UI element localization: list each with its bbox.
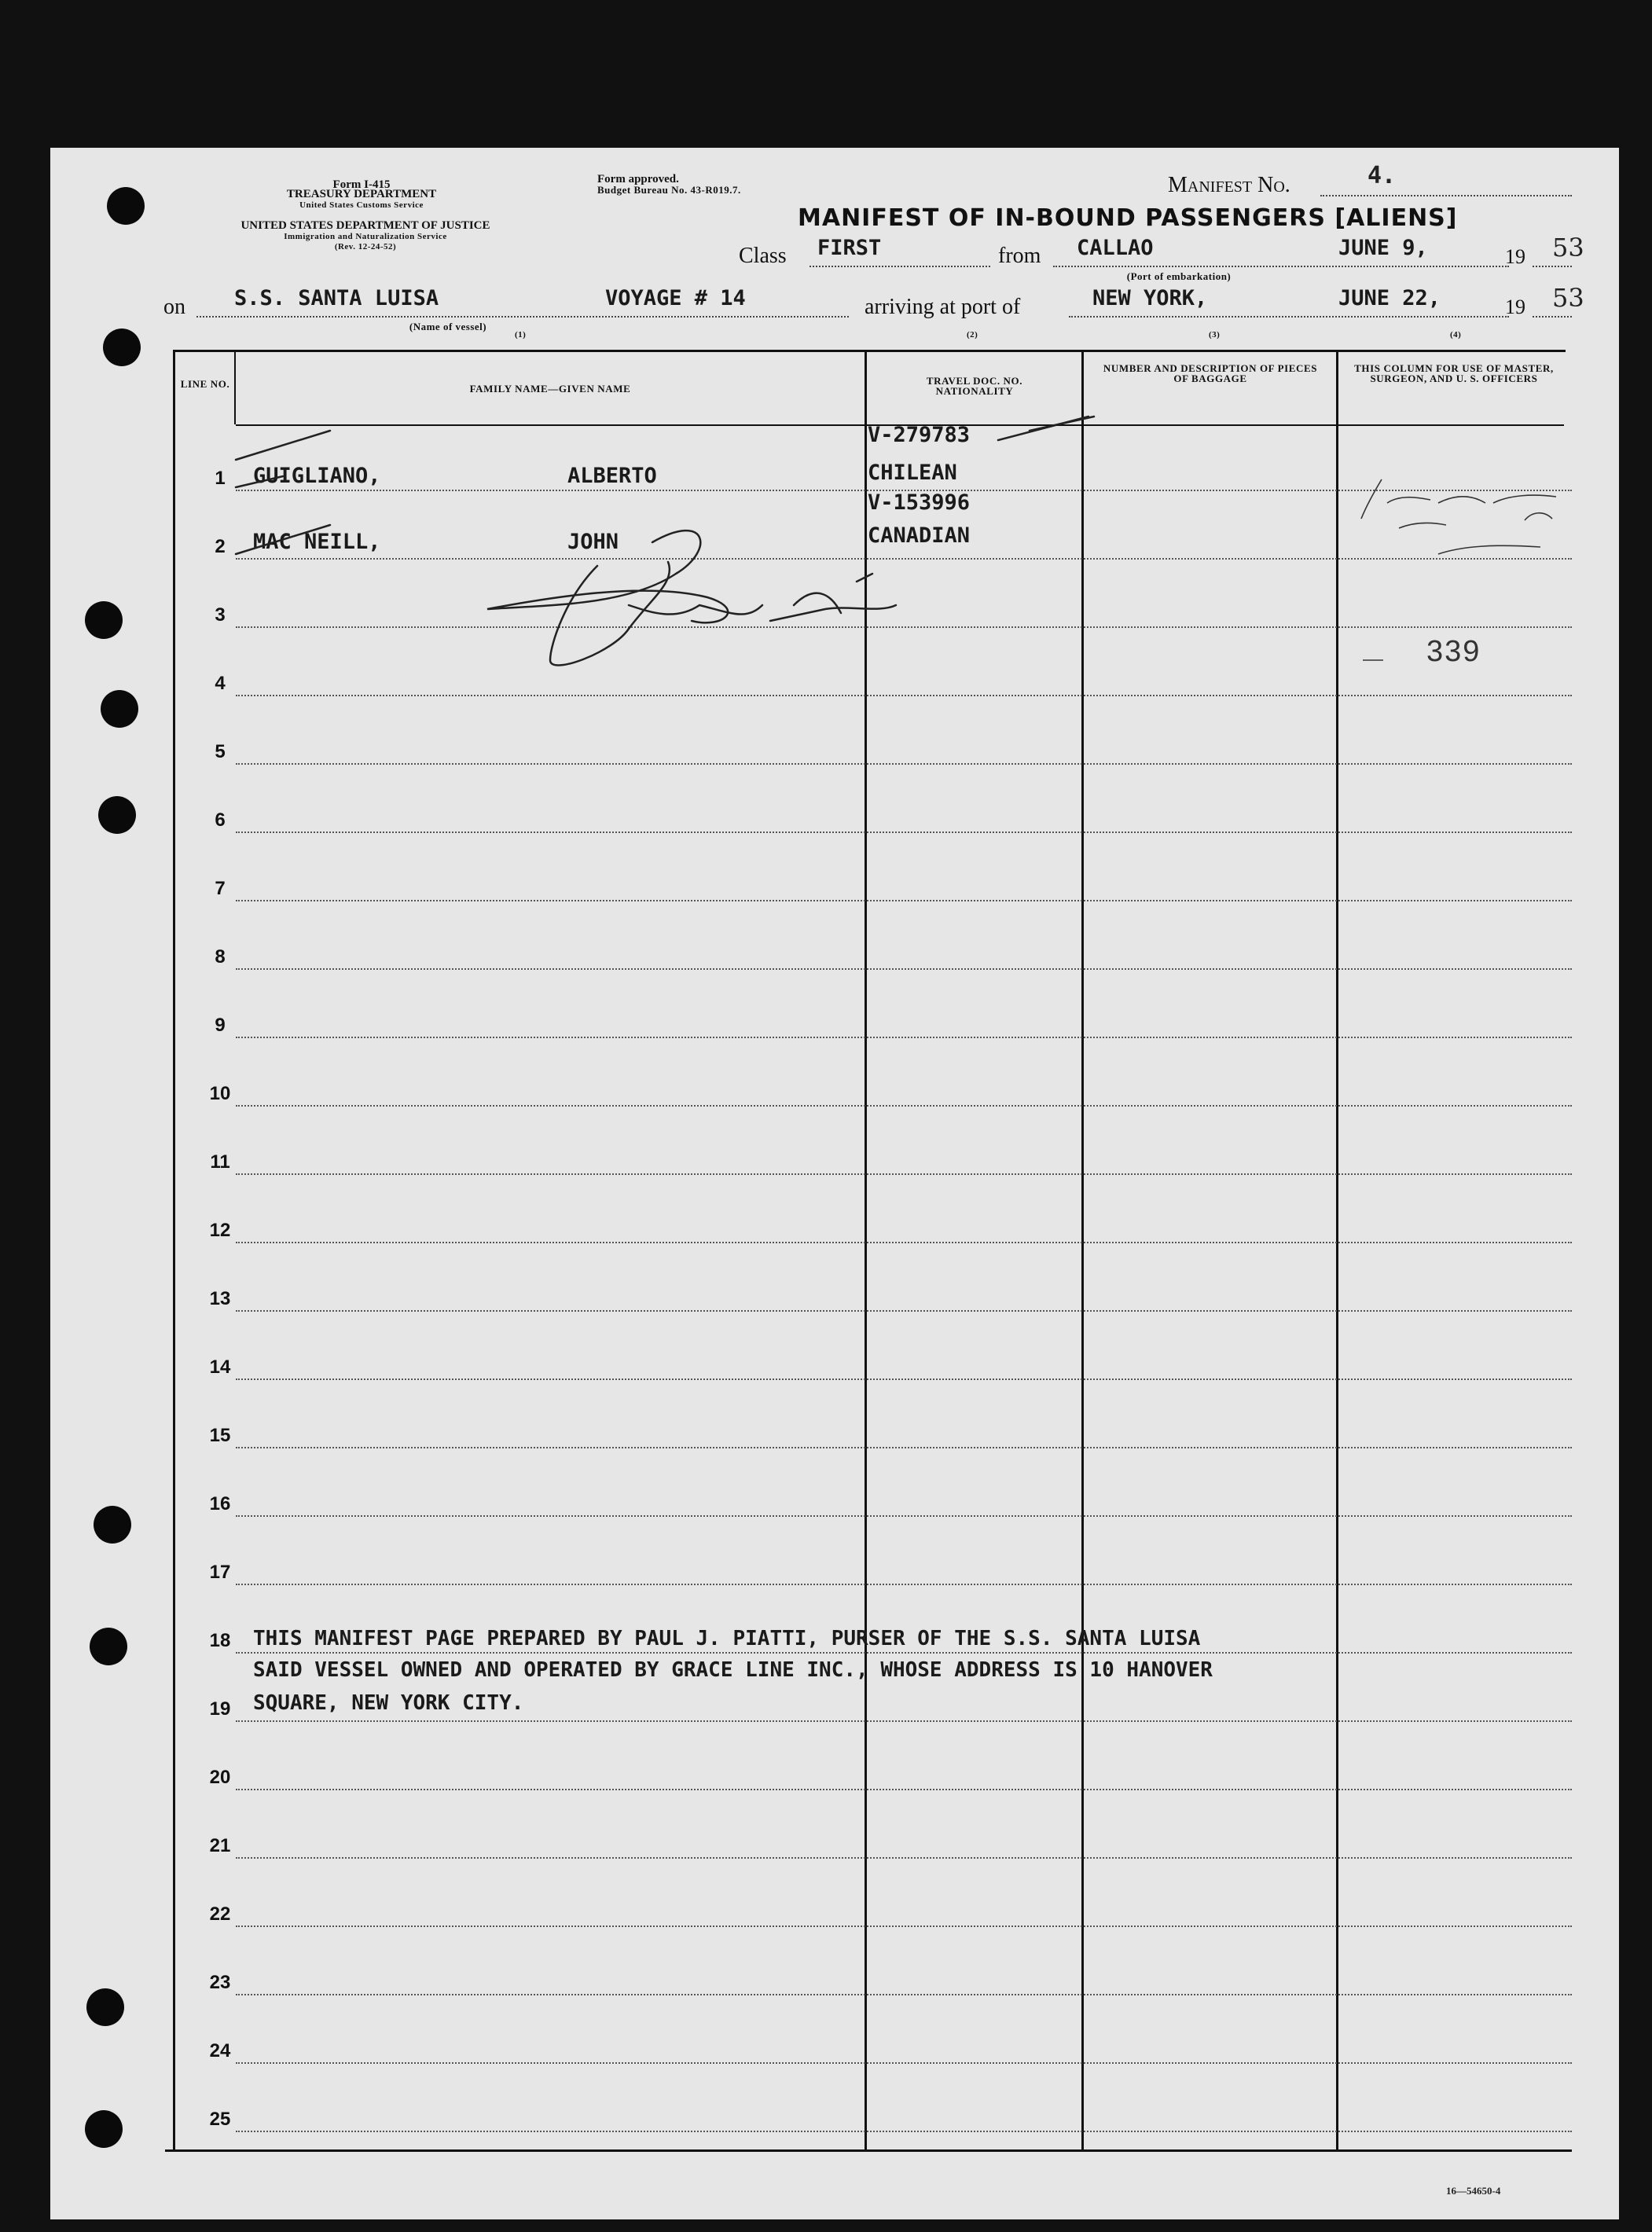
budget-bureau: Budget Bureau No. 43-R019.7. <box>597 184 741 196</box>
revision-date: (Rev. 12-24-52) <box>334 242 397 251</box>
line-number: 6 <box>215 809 226 831</box>
document-title: MANIFEST OF IN-BOUND PASSENGERS [ALIENS] <box>798 204 1458 232</box>
line-number: 12 <box>209 1220 231 1241</box>
col-marker-1: (1) <box>515 330 527 340</box>
line-number: 1 <box>215 468 226 489</box>
name-of-vessel-note: (Name of vessel) <box>409 321 487 332</box>
from-label: from <box>998 244 1041 268</box>
line-number: 10 <box>209 1083 231 1104</box>
justice-department: UNITED STATES DEPARTMENT OF JUSTICE <box>240 219 490 232</box>
on-label: on <box>163 295 185 319</box>
line-number: 9 <box>215 1015 226 1036</box>
line-number: 8 <box>215 946 226 967</box>
manifest-no-label: Manifest No. <box>1168 173 1290 197</box>
officer-note-number: 339 <box>1426 635 1481 668</box>
arrival-port: NEW YORK, <box>1092 286 1208 310</box>
passenger-2-given: JOHN <box>567 530 619 554</box>
depart-year: 53 <box>1552 233 1584 262</box>
treasury-department: TREASURY DEPARTMENT <box>286 188 437 200</box>
header-line-no: LINE NO. <box>180 378 230 390</box>
line-number: 7 <box>215 878 226 899</box>
vessel-name: S.S. SANTA LUISA <box>234 286 439 310</box>
passenger-2-doc: V-153996 <box>868 490 971 515</box>
depart-date: JUNE 9, <box>1338 236 1428 260</box>
line-number: 22 <box>209 1903 231 1925</box>
line-number: 4 <box>215 673 226 694</box>
class-label: Class <box>739 244 787 268</box>
col-marker-2: (2) <box>967 330 978 340</box>
line-number: 21 <box>209 1835 231 1856</box>
form-approved: Form approved. <box>597 173 679 185</box>
header-travel-doc: TRAVEL DOC. NO. NATIONALITY <box>926 375 1023 397</box>
header-baggage: NUMBER AND DESCRIPTION OF PIECES OF BAGGAGE <box>1103 362 1318 384</box>
from-value: CALLAO <box>1077 236 1154 260</box>
line-number: 19 <box>209 1698 231 1720</box>
line-number: 5 <box>215 741 226 762</box>
passenger-1-nationality: CHILEAN <box>868 461 957 485</box>
arrival-year-prefix: 19 <box>1505 296 1525 318</box>
ins-service: Immigration and Naturalization Service <box>284 232 447 241</box>
depart-year-prefix: 19 <box>1505 245 1525 268</box>
passenger-2-nationality: CANADIAN <box>868 523 971 548</box>
arrival-date: JUNE 22, <box>1338 286 1441 310</box>
line-number: 13 <box>209 1288 231 1309</box>
customs-service: United States Customs Service <box>299 200 424 210</box>
line-number: 24 <box>209 2040 231 2061</box>
statement-line-1: THIS MANIFEST PAGE PREPARED BY PAUL J. PIATTI, PURSER OF THE S.S. SANTA LUISA <box>253 1627 1201 1650</box>
line-number: 15 <box>209 1425 231 1446</box>
header-family-name: FAMILY NAME—GIVEN NAME <box>469 383 631 395</box>
statement-line-3: SQUARE, NEW YORK CITY. <box>253 1691 524 1715</box>
line-number: 23 <box>209 1972 231 1993</box>
line-number: 2 <box>215 536 226 557</box>
passenger-1-doc: V-279783 <box>868 423 971 447</box>
col-marker-3: (3) <box>1209 330 1221 340</box>
passenger-1-given: ALBERTO <box>567 464 657 488</box>
line-number: 18 <box>209 1630 231 1651</box>
manifest-no-value: 4. <box>1367 162 1397 189</box>
port-of-embarkation-note: (Port of embarkation) <box>1126 270 1232 282</box>
line-number: 20 <box>209 1767 231 1788</box>
line-number: 3 <box>215 604 226 626</box>
class-value: FIRST <box>817 236 882 260</box>
arriving-label: arriving at port of <box>865 295 1021 319</box>
voyage-number: VOYAGE # 14 <box>605 286 746 310</box>
passenger-2-family: MAC NEILL, <box>253 530 381 554</box>
line-number: 16 <box>209 1493 231 1514</box>
line-number: 14 <box>209 1356 231 1378</box>
footer-code: 16—54650-4 <box>1446 2185 1501 2197</box>
line-number: 11 <box>210 1151 230 1173</box>
col-marker-4: (4) <box>1450 330 1462 340</box>
line-number: 25 <box>209 2109 231 2130</box>
line-number: 17 <box>209 1562 231 1583</box>
passenger-1-family: GUIGLIANO, <box>253 464 381 488</box>
arrival-year: 53 <box>1552 283 1584 313</box>
header-officers: THIS COLUMN FOR USE OF MASTER, SURGEON, AND U. S. OFFICERS <box>1354 362 1554 384</box>
statement-line-2: SAID VESSEL OWNED AND OPERATED BY GRACE LINE INC., WHOSE ADDRESS IS 10 HANOVER <box>253 1658 1213 1682</box>
form-number: Form I-415 <box>332 178 391 191</box>
